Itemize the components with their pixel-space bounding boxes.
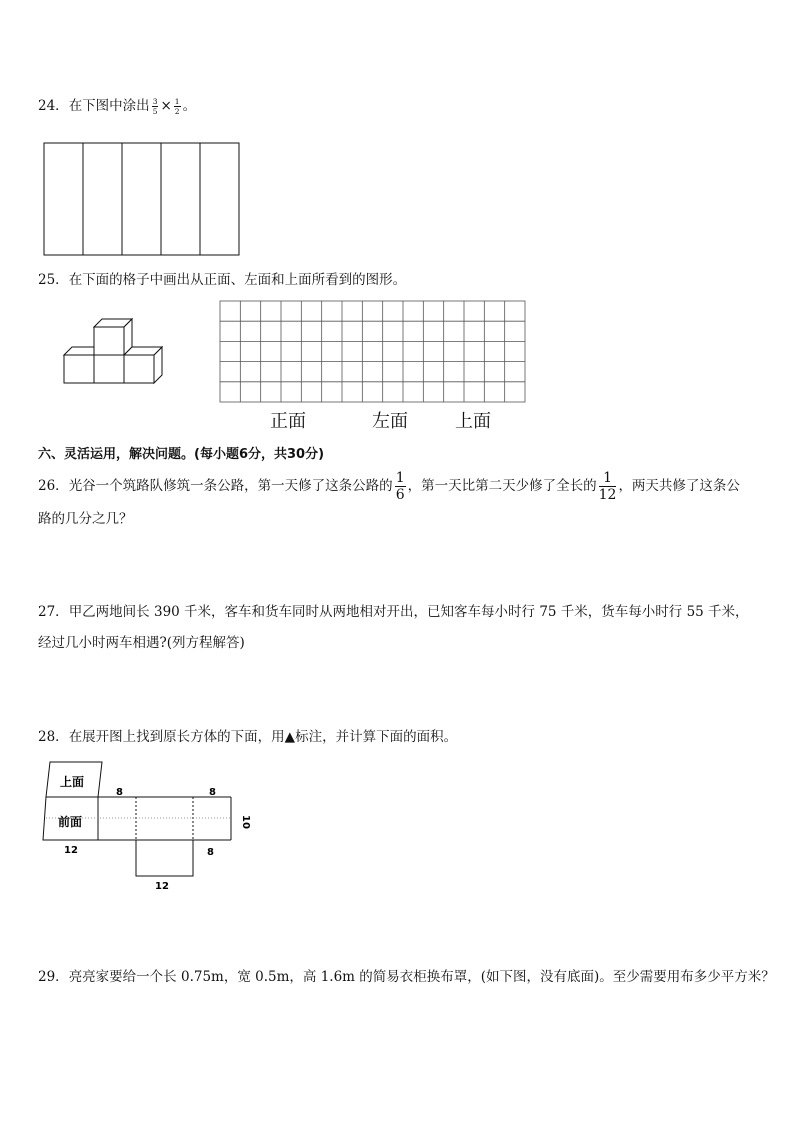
shading-rectangle[interactable] xyxy=(43,142,241,257)
dimension-8-c: 8 xyxy=(207,847,214,858)
times-sign: × xyxy=(160,98,172,114)
question-26-number: 26． xyxy=(38,478,69,494)
question-29-number: 29． xyxy=(38,969,69,985)
question-24-text: 在下图中涂出 xyxy=(68,98,150,114)
fraction-three-fifths: $\frac{3}{5}$ xyxy=(152,96,158,116)
question-26-line-2: 路的几分之几？ xyxy=(38,511,133,527)
question-28-number: 28． xyxy=(38,729,69,745)
drawing-grid[interactable] xyxy=(219,300,527,404)
dimension-10: 10 xyxy=(240,815,251,829)
dimension-12-b: 12 xyxy=(155,881,169,892)
cube-stack-figure xyxy=(60,315,170,387)
question-28: 28．在展开图上找到原长方体的下面，用▲标注，并计算下面的面积。 xyxy=(38,729,458,745)
section-6-heading: 六、灵活运用，解决问题。(每小题6分，共30分) xyxy=(38,447,325,462)
label-top-view: 上面 xyxy=(455,411,491,432)
dimension-8-b: 8 xyxy=(209,787,216,798)
label-front-view: 正面 xyxy=(270,411,306,432)
net-label-top-face: 上面 xyxy=(60,775,85,789)
label-left-view: 左面 xyxy=(372,411,408,432)
question-24-number: 24． xyxy=(38,98,69,114)
net-label-front-face: 前面 xyxy=(58,815,83,829)
question-24: 24．在下图中涂出 $\frac{3}{5}$ × $\frac{1}{2}$ 。 xyxy=(38,96,197,116)
question-27-line-2: 经过几小时两车相遇?(列方程解答) xyxy=(38,635,245,651)
question-27-number: 27． xyxy=(38,604,69,620)
question-25-number: 25． xyxy=(38,272,69,288)
fraction-one-half: $\frac{1}{2}$ xyxy=(174,96,180,116)
dimension-8-a: 8 xyxy=(116,787,123,798)
fraction-one-sixth: $\frac{1}{6}$ xyxy=(395,470,405,503)
question-25 xyxy=(38,270,406,290)
question-26: 26．光谷一个筑路队修筑一条公路，第一天修了这条公路的 $\frac{1}{6}$ ，第一天比第二天少修了全长的 $\frac{1}{12}$ ，两天共修了这条公 xyxy=(38,470,740,503)
dimension-12-a: 12 xyxy=(64,845,78,856)
question-27: 27．甲乙两地间长 390 千米，客车和货车同时从两地相对开出，已知客车每小时行 75 千米，货车每小时行 55 千米， xyxy=(38,604,749,620)
question-29: 29．亮亮家要给一个长 0.75m，宽 0.5m，高 1.6m 的简易衣柜换布罩，(如下图，没有底面)。至少需要用布多少平方米？ xyxy=(38,969,775,985)
cuboid-net-figure[interactable] xyxy=(38,758,258,898)
question-25-text: 在下面的格子中画出从正面、左面和上面所看到的图形。 xyxy=(68,272,407,288)
fraction-one-twelfth: $\frac{1}{12}$ xyxy=(598,470,617,503)
